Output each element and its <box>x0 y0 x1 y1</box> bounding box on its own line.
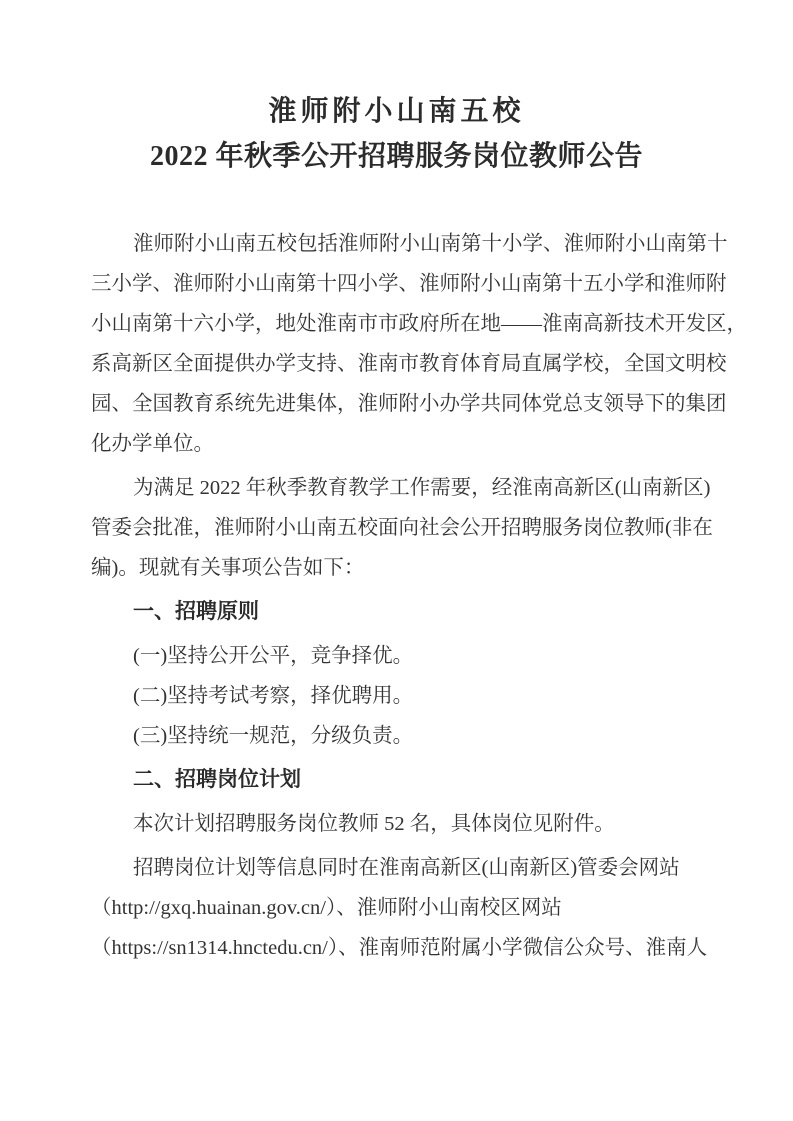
intro-line: 小山南第十六小学，地处淮南市市政府所在地——淮南高新技术开发区， <box>91 313 747 335</box>
plan-line: 本次计划招聘服务岗位教师 52 名，具体岗位见附件。 <box>133 813 615 835</box>
intro-line: 园、全国教育系统先进集体，淮师附小办学共同体党总支领导下的集团 <box>91 393 727 415</box>
intro-line: 系高新区全面提供办学支持、淮南市教育体育局直属学校，全国文明校 <box>91 353 727 375</box>
purpose-line: 管委会批准，淮师附小山南五校面向社会公开招聘服务岗位教师(非在 <box>91 517 713 539</box>
section2-heading-block <box>91 760 707 800</box>
intro-line: 化办学单位。 <box>91 433 214 455</box>
info-line-url: （http://gxq.huainan.gov.cn/）、淮师附小山南校区网站 <box>91 897 562 919</box>
intro-line: 淮师附小山南五校包括淮师附小山南第十小学、淮师附小山南第十 <box>133 233 728 255</box>
intro-line: 三小学、淮师附小山南第十四小学、淮师附小山南第十五小学和淮师附 <box>91 273 727 295</box>
purpose-line: 为满足 2022 年秋季教育教学工作需要，经淮南高新区(山南新区) <box>133 477 711 499</box>
section1-items <box>91 636 707 756</box>
intro-paragraph <box>91 224 747 464</box>
principle-item: (三)坚持统一规范，分级负责。 <box>133 725 414 747</box>
section2-heading: 二、招聘岗位计划 <box>133 768 301 791</box>
section1-heading-block <box>91 592 707 632</box>
principle-item: (二)坚持考试考察，择优聘用。 <box>133 685 414 707</box>
purpose-line: 编)。现就有关事项公告如下： <box>91 557 365 579</box>
document-body <box>91 224 747 972</box>
info-paragraph <box>91 848 707 968</box>
principle-item: (一)坚持公开公平，竞争择优。 <box>133 645 414 667</box>
document-subtitle: 2022 年秋季公开招聘服务岗位教师公告 <box>149 141 643 172</box>
document-title: 淮师附小山南五校 <box>268 96 525 127</box>
plan-paragraph <box>91 804 707 844</box>
purpose-paragraph <box>91 468 713 588</box>
info-line: 招聘岗位计划等信息同时在淮南高新区(山南新区)管委会网站 <box>133 857 680 879</box>
section1-heading: 一、招聘原则 <box>133 600 259 623</box>
info-line-url: （https://sn1314.hnctedu.cn/）、淮南师范附属小学微信公众号、淮南人 <box>91 937 708 959</box>
